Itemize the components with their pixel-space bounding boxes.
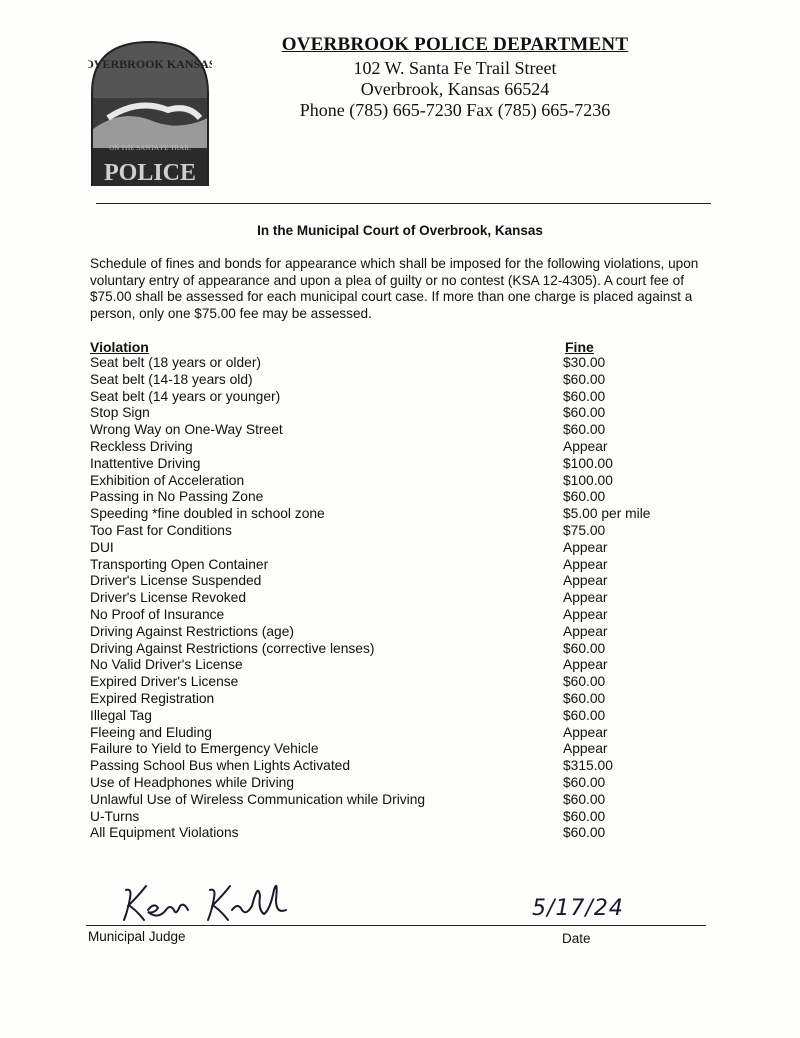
violation-cell: Wrong Way on One-Way Street xyxy=(90,422,283,438)
violation-cell: Passing School Bus when Lights Activated xyxy=(90,758,350,774)
table-row xyxy=(90,809,710,826)
table-row xyxy=(90,792,710,809)
fine-cell: $60.00 xyxy=(563,674,606,690)
violation-cell: Transporting Open Container xyxy=(90,556,269,572)
violation-cell: Driver's License Revoked xyxy=(90,590,246,606)
police-logo xyxy=(88,38,212,186)
violation-cell: Passing in No Passing Zone xyxy=(90,489,264,505)
date-label: Date xyxy=(562,931,591,946)
court-title: In the Municipal Court of Overbrook, Kansas xyxy=(257,223,543,238)
fine-cell: $60.00 xyxy=(563,422,606,438)
date-handwritten: 5/17/24 xyxy=(532,896,624,921)
fine-cell: $100.00 xyxy=(563,472,613,488)
table-row xyxy=(90,741,710,758)
violation-cell: Too Fast for Conditions xyxy=(90,522,232,538)
violation-cell: Seat belt (14-18 years old) xyxy=(90,371,253,387)
violation-cell: All Equipment Violations xyxy=(90,825,239,841)
fine-cell: $5.00 per mile xyxy=(563,506,651,522)
table-row xyxy=(90,708,710,725)
header-divider xyxy=(96,203,711,204)
table-row xyxy=(90,489,710,506)
table-row xyxy=(90,389,710,406)
table-row xyxy=(90,758,710,775)
violation-cell: Seat belt (18 years or older) xyxy=(90,355,262,370)
table-row xyxy=(90,607,710,624)
fine-cell: $60.00 xyxy=(563,707,606,723)
violation-column-header: Violation xyxy=(90,339,149,355)
fine-cell: $60.00 xyxy=(563,808,606,824)
violation-cell: Driving Against Restrictions (age) xyxy=(90,623,294,639)
table-row xyxy=(90,674,710,691)
fine-cell: $100.00 xyxy=(563,455,613,471)
fine-schedule-table xyxy=(90,355,710,842)
table-row xyxy=(90,355,710,372)
table-row xyxy=(90,624,710,641)
violation-cell: Fleeing and Eluding xyxy=(90,724,212,740)
table-row xyxy=(90,641,710,658)
fine-cell: Appear xyxy=(563,590,608,606)
fine-cell: $75.00 xyxy=(563,522,606,538)
table-row xyxy=(90,825,710,842)
fine-cell: Appear xyxy=(563,741,608,757)
contact-line: Phone (785) 665-7230 Fax (785) 665-7236 xyxy=(299,100,611,120)
table-row xyxy=(90,506,710,523)
table-row xyxy=(90,473,710,490)
table-row xyxy=(90,691,710,708)
fine-cell: Appear xyxy=(563,556,608,572)
fine-cell: Appear xyxy=(563,724,608,740)
fine-cell: Appear xyxy=(563,573,608,589)
address-line-2: Overbrook, Kansas 66524 xyxy=(360,79,550,99)
table-row xyxy=(90,439,710,456)
fine-cell: Appear xyxy=(563,539,608,555)
fine-cell: $60.00 xyxy=(563,388,606,404)
table-row xyxy=(90,590,710,607)
fine-cell: $315.00 xyxy=(563,758,613,774)
judge-signature xyxy=(118,876,298,926)
violation-cell: Stop Sign xyxy=(90,405,150,421)
violation-cell: U-Turns xyxy=(90,808,140,824)
violation-cell: Driving Against Restrictions (corrective lenses) xyxy=(90,640,375,656)
fine-cell: $60.00 xyxy=(563,791,606,807)
table-row xyxy=(90,540,710,557)
fine-cell: Appear xyxy=(563,657,608,673)
fine-cell: Appear xyxy=(563,438,608,454)
logo-text-bottom: POLICE xyxy=(103,160,197,186)
intro-paragraph: Schedule of fines and bonds for appearance which shall be imposed for the following violations, upon voluntary entry of appearance and upon a plea of guilty or no contest (KSA 12-4305). A court fee of $75.00 shall be assessed for each municipal court case. If more than one charge is placed against a person, only one $75.00 fee may be assessed. xyxy=(90,256,699,321)
fine-cell: Appear xyxy=(563,606,608,622)
table-row xyxy=(90,725,710,742)
logo-text-top: OVERBROOK KANSAS xyxy=(88,57,212,71)
fine-cell: $60.00 xyxy=(563,371,606,387)
violation-cell: Illegal Tag xyxy=(90,707,152,723)
fine-cell: $60.00 xyxy=(563,690,606,706)
violation-cell: Use of Headphones while Driving xyxy=(90,774,294,790)
table-row xyxy=(90,523,710,540)
table-row xyxy=(90,557,710,574)
violation-cell: Expired Driver's License xyxy=(90,674,239,690)
violation-cell: No Proof of Insurance xyxy=(90,606,225,622)
violation-cell: Speeding *fine doubled in school zone xyxy=(90,506,325,522)
fine-column-header: Fine xyxy=(565,339,594,355)
table-row xyxy=(90,456,710,473)
table-row xyxy=(90,372,710,389)
signature-line xyxy=(86,925,706,926)
violation-cell: Seat belt (14 years or younger) xyxy=(90,388,281,404)
fine-cell: $60.00 xyxy=(563,825,606,841)
violation-cell: Failure to Yield to Emergency Vehicle xyxy=(90,741,319,757)
violation-cell: Driver's License Suspended xyxy=(90,573,262,589)
violation-cell: Reckless Driving xyxy=(90,438,193,454)
violation-cell: Exhibition of Acceleration xyxy=(90,472,245,488)
fine-cell: $60.00 xyxy=(563,489,606,505)
violation-cell: Inattentive Driving xyxy=(90,455,201,471)
fine-cell: Appear xyxy=(563,623,608,639)
violation-cell: Unlawful Use of Wireless Communication while Driving xyxy=(90,791,426,807)
violation-cell: DUI xyxy=(90,539,114,555)
logo-text-middle: ON THE SANTA FE TRAIL xyxy=(109,144,191,152)
violation-cell: Expired Registration xyxy=(90,690,215,706)
table-row xyxy=(90,657,710,674)
table-row xyxy=(90,422,710,439)
fine-cell: $60.00 xyxy=(563,774,606,790)
judge-label: Municipal Judge xyxy=(88,929,186,944)
fine-cell: $30.00 xyxy=(563,355,606,370)
department-name: OVERBROOK POLICE DEPARTMENT xyxy=(281,34,629,55)
fine-cell: $60.00 xyxy=(563,640,606,656)
table-row xyxy=(90,573,710,590)
fine-cell: $60.00 xyxy=(563,405,606,421)
address-line-1: 102 W. Santa Fe Trail Street xyxy=(353,58,557,78)
violation-cell: No Valid Driver's License xyxy=(90,657,243,673)
table-row xyxy=(90,405,710,422)
table-row xyxy=(90,775,710,792)
